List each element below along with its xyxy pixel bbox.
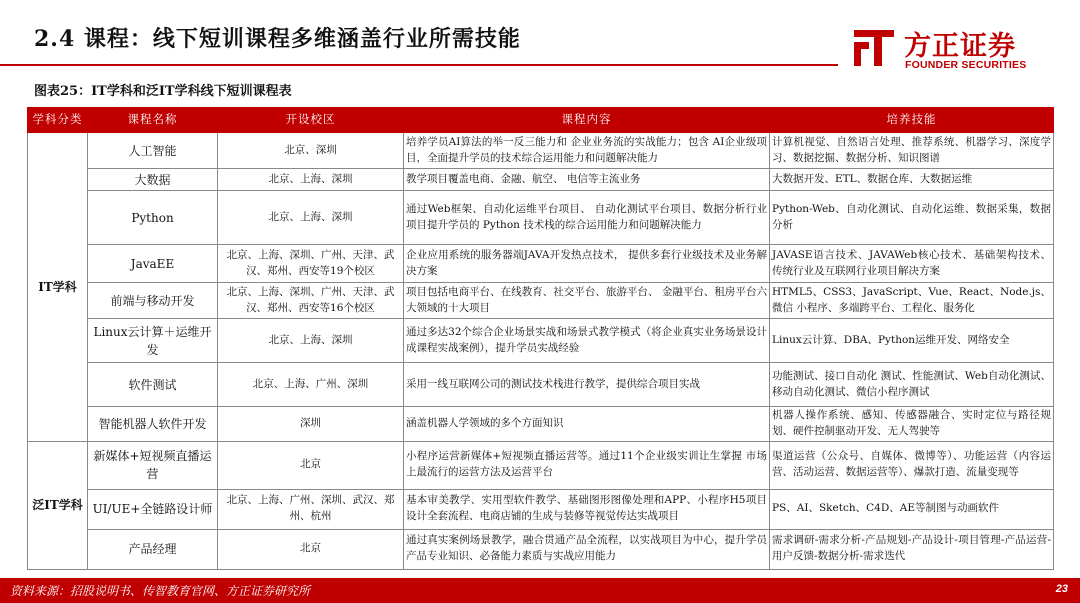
content-cell: 基本审美教学、实用型软件教学、基础图形图像处理和APP、小程序H5项目设计全套流程、电商店铺的生成与装修等视觉传达实战项目 [404,489,770,529]
course-name: Linux云计算＋运维开发 [88,319,218,363]
skills-cell: 机器人操作系统、感知、传感器融合、实时定位与路径规划、硬件控制驱动开发、无人驾驶等 [770,407,1054,442]
campus-cell: 北京、上海、深圳、广州、天津、武汉、郑州、西安等16个校区 [218,283,404,319]
table-row [28,283,1054,319]
column-header: 课程内容 [404,108,770,133]
skills-cell: PS、AI、Sketch、C4D、AE等制图与动画软件 [770,489,1054,529]
skills-cell: Linux云计算、DBA、Python运维开发、网络安全 [770,319,1054,363]
course-name: 人工智能 [88,133,218,169]
table-row [28,169,1054,191]
skills-cell: 计算机视觉、自然语言处理、推荐系统、机器学习、深度学习、数据挖掘、数据分析、知识图谱 [770,133,1054,169]
skills-cell: Python-Web、自动化测试、自动化运维、数据采集，数据分析 [770,191,1054,245]
course-name: JavaEE [88,245,218,283]
campus-cell: 北京、上海、广州、深圳、武汉、郑州、杭州 [218,489,404,529]
category-cell: IT学科 [28,133,88,442]
skills-cell: HTML5、CSS3、JavaScript、Vue、React、Node.js、微信 小程序、多端跨平台、工程化、服务化 [770,283,1054,319]
campus-cell: 北京、上海、深圳、广州、天津、武汉、郑州、西安等19个校区 [218,245,404,283]
course-name: 前端与移动开发 [88,283,218,319]
page-title: 2.4 课程：线下短训课程多维涵盖行业所需技能 [34,26,521,52]
skills-cell: 大数据开发、ETL、数据仓库、大数据运维 [770,169,1054,191]
content-cell: 通过Web框架、自动化运维平台项目、 自动化测试平台项目、数据分析行业项目提升学员的 Python 技术栈的综合运用能力和问题解决能力 [404,191,770,245]
content-cell: 项目包括电商平台、在线教育、社交平台、旅游平台、 金融平台、租房平台六大领域的十大项目 [404,283,770,319]
content-cell: 涵盖机器人学领域的多个方面知识 [404,407,770,442]
campus-cell: 北京、上海、深圳 [218,319,404,363]
content-cell: 采用一线互联网公司的测试技术栈进行教学，提供综合项目实战 [404,363,770,407]
content-cell: 通过真实案例场景教学，融合贯通产品全流程，以实战项目为中心，提升学员产品专业知识、必备能力素质与实战应用能力 [404,529,770,569]
campus-cell: 深圳 [218,407,404,442]
footer-bar [0,578,1080,603]
course-table [27,107,1054,570]
table-row [28,245,1054,283]
course-name: UI/UE+全链路设计师 [88,489,218,529]
table-row [28,441,1054,489]
content-cell: 企业应用系统的服务器端JAVA开发热点技术， 提供多套行业级技术及业务解决方案 [404,245,770,283]
skills-cell: 功能测试、接口自动化 测试、性能测试、Web自动化测试、移动自动化测试、微信小程序测试 [770,363,1054,407]
skills-cell: JAVASE语言技术、JAVAWeb核心技术、基础架构技术、 传统行业及互联网行业项目解决方案 [770,245,1054,283]
table-row [28,407,1054,442]
logo-name-cn: 方正证券 [904,31,1016,62]
campus-cell: 北京、上海、深圳 [218,191,404,245]
campus-cell: 北京、深圳 [218,133,404,169]
founder-logo [852,24,1052,74]
header-divider [0,64,838,66]
footer-source: 资料来源：招股说明书、传智教育官网、方正证券研究所 [10,584,311,598]
course-name: 智能机器人软件开发 [88,407,218,442]
table-caption: 图表25：IT学科和泛IT学科线下短训课程表 [34,84,292,99]
logo-name-en: FOUNDER SECURITIES [905,59,1027,71]
table-row [28,529,1054,569]
course-name: 软件测试 [88,363,218,407]
table-row [28,191,1054,245]
campus-cell: 北京、上海、广州、深圳 [218,363,404,407]
content-cell: 培养学员AI算法的举一反三能力和 企业业务流的实战能力；包含 AI企业级项目，全面提升学员的技术综合运用能力和问题解决能力 [404,133,770,169]
skills-cell: 渠道运营（公众号、自媒体、微博等）、功能运营（内容运营、活动运营、数据运营等）、爆款打造、流量变现等 [770,441,1054,489]
content-cell: 教学项目覆盖电商、金融、航空、 电信等主流业务 [404,169,770,191]
campus-cell: 北京、上海、深圳 [218,169,404,191]
table-row [28,133,1054,169]
column-header: 课程名称 [88,108,218,133]
page-number: 23 [1055,583,1068,595]
content-cell: 通过多达32个综合企业场景实战和场景式教学模式（将企业真实业务场景设计成课程实战案例），提升学员实战经验 [404,319,770,363]
campus-cell: 北京 [218,441,404,489]
campus-cell: 北京 [218,529,404,569]
course-name: 新媒体+短视频直播运营 [88,441,218,489]
table-row [28,489,1054,529]
column-header: 学科分类 [28,108,88,133]
table-row [28,363,1054,407]
table-header-row [28,108,1054,133]
course-name: 产品经理 [88,529,218,569]
category-cell: 泛IT学科 [28,441,88,569]
course-name: 大数据 [88,169,218,191]
table-row [28,319,1054,363]
content-cell: 小程序运营新媒体+短视频直播运营等。通过11个企业级实训让生掌握 市场上最流行的运营方法及运营平台 [404,441,770,489]
column-header: 培养技能 [770,108,1054,133]
skills-cell: 需求调研-需求分析-产品规划-产品设计-项目管理-产品运营-用户反馈-数据分析-需求迭代 [770,529,1054,569]
course-name: Python [88,191,218,245]
column-header: 开设校区 [218,108,404,133]
founder-logo-icon [852,28,896,68]
